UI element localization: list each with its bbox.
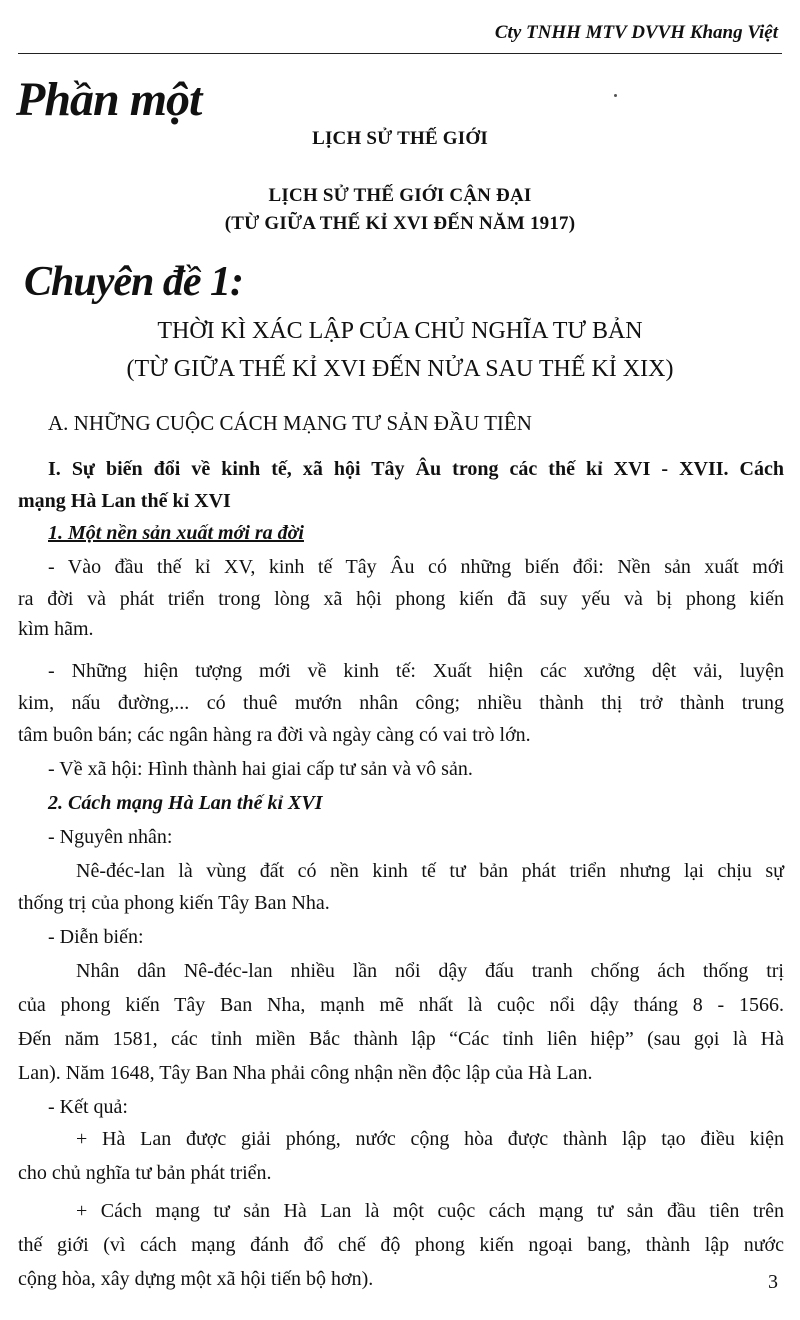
sub2-result1-line1: + Hà Lan được giải phóng, nước cộng hòa được thành lập tạo điều kiện xyxy=(76,1128,784,1150)
part-title: Phần một xyxy=(16,73,202,126)
sub1-p1-line1: - Vào đầu thế kỉ XV, kinh tế Tây Âu có những biến đổi: Nền sản xuất mới xyxy=(48,556,784,578)
topic-title: Chuyên đề 1: xyxy=(24,259,243,305)
heading-period: (TỪ GIỮA THẾ KỈ XVI ĐẾN NĂM 1917) xyxy=(224,213,576,234)
section-i-line2: mạng Hà Lan thế kỉ XVI xyxy=(18,490,231,512)
heading-modern-history: LỊCH SỬ THẾ GIỚI CẬN ĐẠI xyxy=(268,185,532,206)
sub2-events-line2: của phong kiến Tây Ban Nha, mạnh mẽ nhất là cuộc nổi dậy tháng 8 - 1566. xyxy=(18,994,784,1016)
sub2-cause-line1: Nê-đéc-lan là vùng đất có nền kinh tế tư bản phát triển nhưng lại chịu sự xyxy=(76,860,784,882)
sub2-cause-line2: thống trị của phong kiến Tây Ban Nha. xyxy=(18,892,330,914)
sub2-events-line3: Đến năm 1581, các tỉnh miền Bắc thành lập “Các tỉnh liên hiệp” (sau gọi là Hà xyxy=(18,1028,784,1050)
sub1-p2-line2: kim, nấu đường,... có thuê mướn nhân công; nhiều thành thị trở thành trung xyxy=(18,692,784,714)
sub2-result2-line1: + Cách mạng tư sản Hà Lan là một cuộc cách mạng tư sản đầu tiên trên xyxy=(76,1200,784,1222)
sub2-result1-line2: cho chủ nghĩa tư bản phát triển. xyxy=(18,1162,272,1184)
section-i-line1: I. Sự biến đổi về kinh tế, xã hội Tây Âu trong các thế kỉ XVI - XVII. Cách xyxy=(48,458,784,480)
page-number: 3 xyxy=(768,1271,778,1293)
sub2-events-label: - Diễn biến: xyxy=(48,926,144,948)
sub2-events-line1: Nhân dân Nê-đéc-lan nhiều lần nổi dậy đấu tranh chống ách thống trị xyxy=(76,960,784,982)
header-divider xyxy=(18,53,782,54)
sub1-p3: - Về xã hội: Hình thành hai giai cấp tư sản và vô sản. xyxy=(48,758,473,780)
topic-heading-line1: THỜI KÌ XÁC LẬP CỦA CHỦ NGHĨA TƯ BẢN xyxy=(157,318,643,344)
sub2-result-label: - Kết quả: xyxy=(48,1096,128,1118)
section-a-heading: A. NHỮNG CUỘC CÁCH MẠNG TƯ SẢN ĐẦU TIÊN xyxy=(48,411,532,435)
sub1-p2-line1: - Những hiện tượng mới về kinh tế: Xuất hiện các xưởng dệt vải, luyện xyxy=(48,660,784,682)
sub2-events-line4: Lan). Năm 1648, Tây Ban Nha phải công nhận nền độc lập của Hà Lan. xyxy=(18,1062,593,1084)
sub2-cause-label: - Nguyên nhân: xyxy=(48,826,173,848)
sub1-title: 1. Một nền sản xuất mới ra đời xyxy=(48,522,304,544)
sub1-p1-line2: ra đời và phát triển trong lòng xã hội phong kiến đã suy yếu và bị phong kiến xyxy=(18,588,784,610)
sub2-result2-line2: thế giới (vì cách mạng đánh đổ chế độ phong kiến ngoại bang, thành lập nước xyxy=(18,1234,784,1256)
sub2-result2-line3: cộng hòa, xây dựng một xã hội tiến bộ hơn). xyxy=(18,1268,374,1290)
sub1-p1-line3: kìm hãm. xyxy=(18,618,94,640)
sub2-title: 2. Cách mạng Hà Lan thế kỉ XVI xyxy=(48,792,323,814)
topic-heading-line2: (TỪ GIỮA THẾ KỈ XVI ĐẾN NỬA SAU THẾ KỈ XIX) xyxy=(126,356,674,382)
page-header-publisher: Cty TNHH MTV DVVH Khang Việt xyxy=(494,22,778,43)
sub1-p2-line3: tâm buôn bán; các ngân hàng ra đời và ngày càng có vai trò lớn. xyxy=(18,724,531,746)
speck xyxy=(614,94,617,97)
heading-world-history: LỊCH SỬ THẾ GIỚI xyxy=(312,128,488,149)
